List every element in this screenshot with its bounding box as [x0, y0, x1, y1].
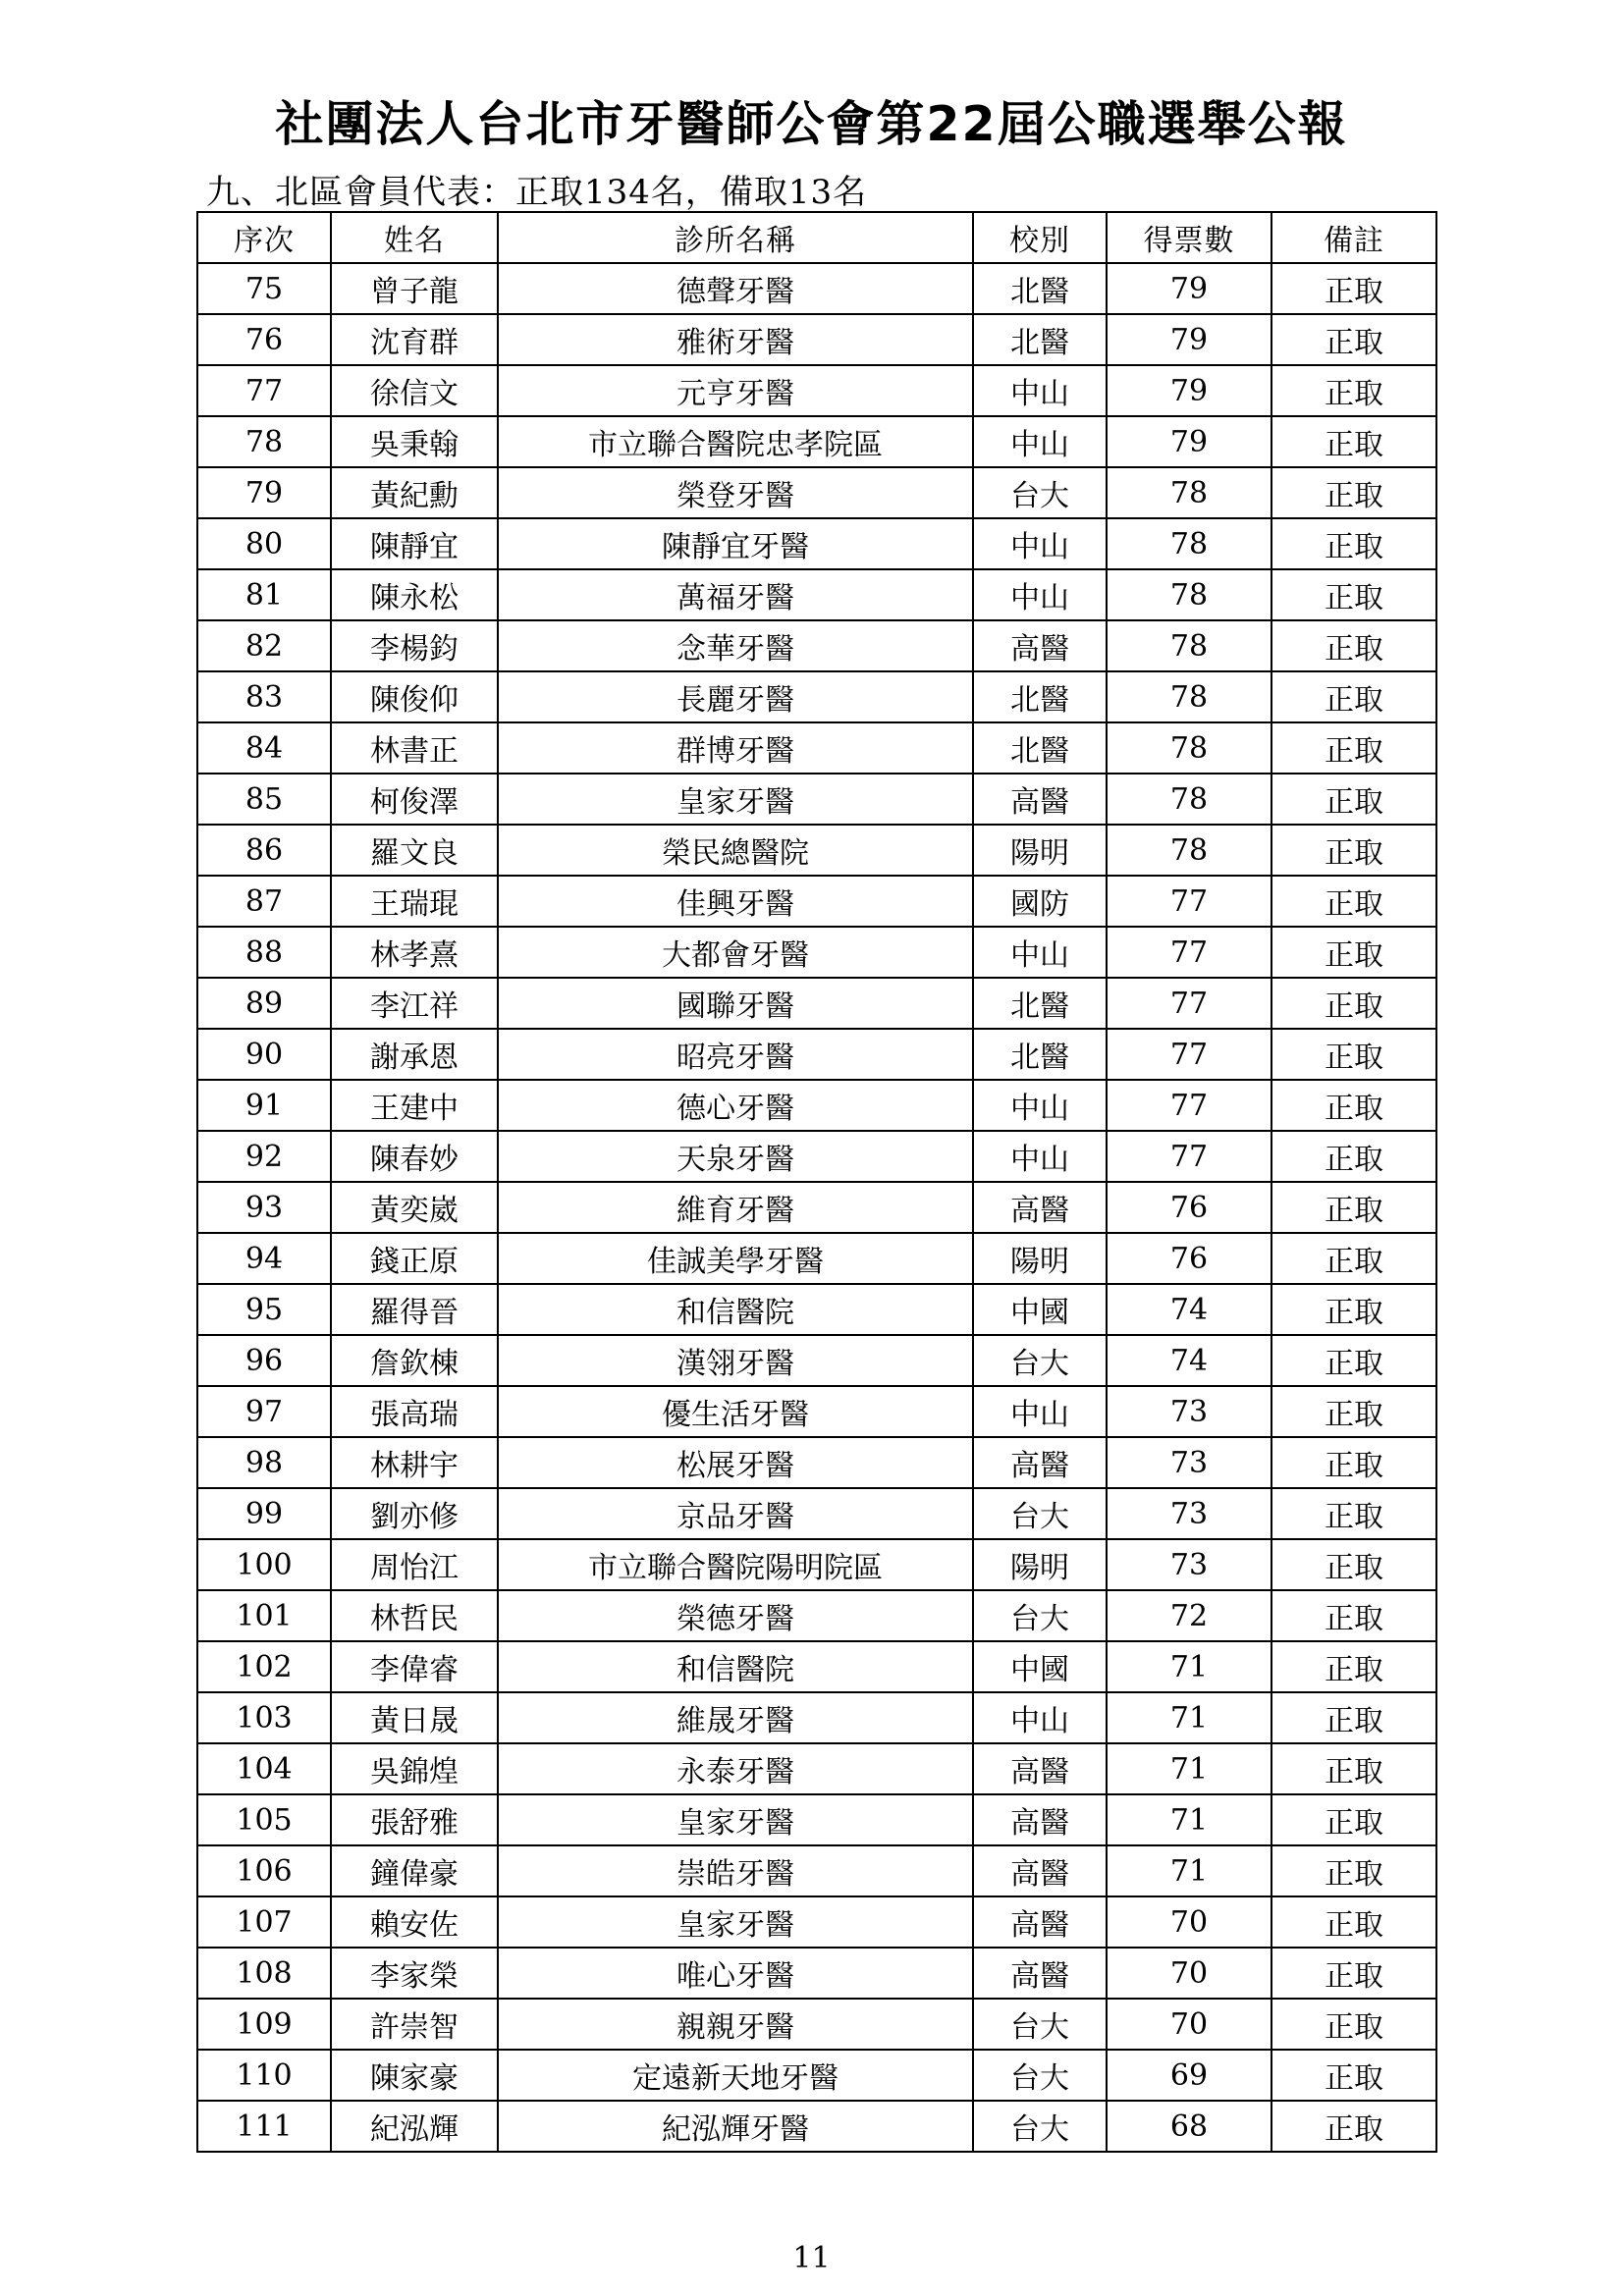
- rank-cell: 101: [197, 1590, 331, 1641]
- header-clinic: 診所名稱: [498, 212, 973, 263]
- table-row: [197, 978, 1436, 1029]
- votes-cell: 77: [1107, 1029, 1271, 1080]
- rank-cell: 78: [197, 416, 331, 467]
- votes-cell: 78: [1107, 671, 1271, 722]
- remark-cell: 正取: [1271, 2101, 1436, 2152]
- votes-cell: 71: [1107, 1743, 1271, 1794]
- name-cell: 鐘偉豪: [331, 1845, 498, 1896]
- school-cell: 高醫: [973, 1896, 1107, 1948]
- remark-cell: 正取: [1271, 620, 1436, 671]
- clinic-cell: 和信醫院: [498, 1641, 973, 1692]
- school-cell: 北醫: [973, 671, 1107, 722]
- rank-cell: 85: [197, 774, 331, 825]
- votes-cell: 70: [1107, 1896, 1271, 1948]
- votes-cell: 78: [1107, 825, 1271, 876]
- school-cell: 陽明: [973, 1233, 1107, 1284]
- remark-cell: 正取: [1271, 825, 1436, 876]
- table-row: [197, 671, 1436, 722]
- votes-cell: 74: [1107, 1284, 1271, 1335]
- school-cell: 北醫: [973, 722, 1107, 774]
- name-cell: 李楊鈞: [331, 620, 498, 671]
- clinic-cell: 親親牙醫: [498, 1999, 973, 2050]
- clinic-cell: 大都會牙醫: [498, 927, 973, 978]
- votes-cell: 78: [1107, 774, 1271, 825]
- votes-cell: 79: [1107, 416, 1271, 467]
- clinic-cell: 榮登牙醫: [498, 467, 973, 518]
- school-cell: 陽明: [973, 825, 1107, 876]
- clinic-cell: 雅術牙醫: [498, 314, 973, 365]
- table-row: [197, 569, 1436, 620]
- clinic-cell: 漢翎牙醫: [498, 1335, 973, 1386]
- school-cell: 中山: [973, 569, 1107, 620]
- school-cell: 中國: [973, 1284, 1107, 1335]
- remark-cell: 正取: [1271, 1386, 1436, 1437]
- rank-cell: 104: [197, 1743, 331, 1794]
- school-cell: 台大: [973, 1488, 1107, 1539]
- page-number: 11: [792, 2241, 831, 2275]
- school-cell: 中山: [973, 1080, 1107, 1131]
- clinic-cell: 和信醫院: [498, 1284, 973, 1335]
- rank-cell: 86: [197, 825, 331, 876]
- rank-cell: 96: [197, 1335, 331, 1386]
- name-cell: 林孝熹: [331, 927, 498, 978]
- table-row: [197, 722, 1436, 774]
- school-cell: 中山: [973, 365, 1107, 416]
- remark-cell: 正取: [1271, 314, 1436, 365]
- clinic-cell: 榮民總醫院: [498, 825, 973, 876]
- rank-cell: 75: [197, 263, 331, 314]
- votes-cell: 78: [1107, 620, 1271, 671]
- remark-cell: 正取: [1271, 263, 1436, 314]
- rank-cell: 93: [197, 1182, 331, 1233]
- votes-cell: 77: [1107, 1131, 1271, 1182]
- remark-cell: 正取: [1271, 1641, 1436, 1692]
- remark-cell: 正取: [1271, 365, 1436, 416]
- name-cell: 吳秉翰: [331, 416, 498, 467]
- name-cell: 曾子龍: [331, 263, 498, 314]
- name-cell: 徐信文: [331, 365, 498, 416]
- votes-cell: 74: [1107, 1335, 1271, 1386]
- school-cell: 中山: [973, 1386, 1107, 1437]
- clinic-cell: 長麗牙醫: [498, 671, 973, 722]
- name-cell: 賴安佐: [331, 1896, 498, 1948]
- name-cell: 林書正: [331, 722, 498, 774]
- name-cell: 陳家豪: [331, 2050, 498, 2101]
- remark-cell: 正取: [1271, 978, 1436, 1029]
- table-row: [197, 518, 1436, 569]
- votes-cell: 71: [1107, 1845, 1271, 1896]
- remark-cell: 正取: [1271, 1590, 1436, 1641]
- table-row: [197, 467, 1436, 518]
- table-row: [197, 1284, 1436, 1335]
- remark-cell: 正取: [1271, 1131, 1436, 1182]
- rank-cell: 100: [197, 1539, 331, 1590]
- school-cell: 中國: [973, 1641, 1107, 1692]
- rank-cell: 110: [197, 2050, 331, 2101]
- table-row: [197, 2050, 1436, 2101]
- name-cell: 劉亦修: [331, 1488, 498, 1539]
- school-cell: 中山: [973, 1692, 1107, 1743]
- school-cell: 高醫: [973, 1743, 1107, 1794]
- name-cell: 黃日晟: [331, 1692, 498, 1743]
- clinic-cell: 定遠新天地牙醫: [498, 2050, 973, 2101]
- name-cell: 詹欽棟: [331, 1335, 498, 1386]
- remark-cell: 正取: [1271, 1999, 1436, 2050]
- name-cell: 李家榮: [331, 1948, 498, 1999]
- table-row: [197, 927, 1436, 978]
- remark-cell: 正取: [1271, 569, 1436, 620]
- clinic-cell: 德心牙醫: [498, 1080, 973, 1131]
- remark-cell: 正取: [1271, 1743, 1436, 1794]
- votes-cell: 71: [1107, 1641, 1271, 1692]
- table-row: [197, 876, 1436, 927]
- remark-cell: 正取: [1271, 1284, 1436, 1335]
- section-heading: 九、北區會員代表：正取134名，備取13名: [206, 173, 868, 212]
- table-row: [197, 1948, 1436, 1999]
- school-cell: 台大: [973, 1590, 1107, 1641]
- clinic-cell: 維晟牙醫: [498, 1692, 973, 1743]
- remark-cell: 正取: [1271, 1029, 1436, 1080]
- table-row: [197, 365, 1436, 416]
- votes-cell: 73: [1107, 1437, 1271, 1488]
- header-rank: 序次: [197, 212, 331, 263]
- remark-cell: 正取: [1271, 774, 1436, 825]
- clinic-cell: 佳誠美學牙醫: [498, 1233, 973, 1284]
- school-cell: 北醫: [973, 1029, 1107, 1080]
- clinic-cell: 永泰牙醫: [498, 1743, 973, 1794]
- header-name: 姓名: [331, 212, 498, 263]
- name-cell: 黃奕崴: [331, 1182, 498, 1233]
- clinic-cell: 維育牙醫: [498, 1182, 973, 1233]
- votes-cell: 78: [1107, 518, 1271, 569]
- clinic-cell: 元亨牙醫: [498, 365, 973, 416]
- rank-cell: 108: [197, 1948, 331, 1999]
- rank-cell: 98: [197, 1437, 331, 1488]
- remark-cell: 正取: [1271, 518, 1436, 569]
- rank-cell: 77: [197, 365, 331, 416]
- page-title: 社團法人台北市牙醫師公會第22屆公職選舉公報: [275, 96, 1348, 152]
- votes-cell: 77: [1107, 876, 1271, 927]
- clinic-cell: 陳靜宜牙醫: [498, 518, 973, 569]
- votes-cell: 73: [1107, 1539, 1271, 1590]
- remark-cell: 正取: [1271, 1539, 1436, 1590]
- votes-cell: 73: [1107, 1386, 1271, 1437]
- remark-cell: 正取: [1271, 1080, 1436, 1131]
- clinic-cell: 松展牙醫: [498, 1437, 973, 1488]
- clinic-cell: 紀泓輝牙醫: [498, 2101, 973, 2152]
- remark-cell: 正取: [1271, 1896, 1436, 1948]
- remark-cell: 正取: [1271, 1692, 1436, 1743]
- school-cell: 中山: [973, 416, 1107, 467]
- school-cell: 高醫: [973, 620, 1107, 671]
- rank-cell: 83: [197, 671, 331, 722]
- school-cell: 高醫: [973, 1845, 1107, 1896]
- school-cell: 高醫: [973, 1182, 1107, 1233]
- table-row: [197, 1080, 1436, 1131]
- clinic-cell: 國聯牙醫: [498, 978, 973, 1029]
- school-cell: 北醫: [973, 314, 1107, 365]
- rank-cell: 99: [197, 1488, 331, 1539]
- rank-cell: 84: [197, 722, 331, 774]
- name-cell: 李偉睿: [331, 1641, 498, 1692]
- remark-cell: 正取: [1271, 927, 1436, 978]
- table-row: [197, 1692, 1436, 1743]
- table-row: [197, 1335, 1436, 1386]
- school-cell: 台大: [973, 1335, 1107, 1386]
- rank-cell: 94: [197, 1233, 331, 1284]
- clinic-cell: 皇家牙醫: [498, 774, 973, 825]
- remark-cell: 正取: [1271, 1488, 1436, 1539]
- rank-cell: 79: [197, 467, 331, 518]
- header-school: 校別: [973, 212, 1107, 263]
- clinic-cell: 天泉牙醫: [498, 1131, 973, 1182]
- rank-cell: 95: [197, 1284, 331, 1335]
- remark-cell: 正取: [1271, 1948, 1436, 1999]
- name-cell: 張高瑞: [331, 1386, 498, 1437]
- clinic-cell: 市立聯合醫院忠孝院區: [498, 416, 973, 467]
- clinic-cell: 昭亮牙醫: [498, 1029, 973, 1080]
- remark-cell: 正取: [1271, 2050, 1436, 2101]
- votes-cell: 78: [1107, 722, 1271, 774]
- votes-cell: 72: [1107, 1590, 1271, 1641]
- table-row: [197, 1437, 1436, 1488]
- votes-cell: 77: [1107, 927, 1271, 978]
- rank-cell: 91: [197, 1080, 331, 1131]
- header-votes: 得票數: [1107, 212, 1271, 263]
- school-cell: 陽明: [973, 1539, 1107, 1590]
- rank-cell: 89: [197, 978, 331, 1029]
- clinic-cell: 德聲牙醫: [498, 263, 973, 314]
- rank-cell: 87: [197, 876, 331, 927]
- name-cell: 王建中: [331, 1080, 498, 1131]
- clinic-cell: 優生活牙醫: [498, 1386, 973, 1437]
- votes-cell: 70: [1107, 1948, 1271, 1999]
- name-cell: 陳俊仰: [331, 671, 498, 722]
- rank-cell: 105: [197, 1794, 331, 1845]
- table-row: [197, 263, 1436, 314]
- name-cell: 陳春妙: [331, 1131, 498, 1182]
- rank-cell: 90: [197, 1029, 331, 1080]
- table-row: [197, 2101, 1436, 2152]
- remark-cell: 正取: [1271, 1794, 1436, 1845]
- votes-cell: 76: [1107, 1233, 1271, 1284]
- table-row: [197, 1539, 1436, 1590]
- votes-cell: 68: [1107, 2101, 1271, 2152]
- school-cell: 台大: [973, 2101, 1107, 2152]
- votes-cell: 77: [1107, 1080, 1271, 1131]
- remark-cell: 正取: [1271, 1233, 1436, 1284]
- name-cell: 羅得晉: [331, 1284, 498, 1335]
- rank-cell: 97: [197, 1386, 331, 1437]
- remark-cell: 正取: [1271, 722, 1436, 774]
- election-results-table: [196, 211, 1437, 2153]
- clinic-cell: 皇家牙醫: [498, 1794, 973, 1845]
- name-cell: 沈育群: [331, 314, 498, 365]
- name-cell: 陳靜宜: [331, 518, 498, 569]
- rank-cell: 106: [197, 1845, 331, 1896]
- table-row: [197, 1999, 1436, 2050]
- votes-cell: 69: [1107, 2050, 1271, 2101]
- remark-cell: 正取: [1271, 1335, 1436, 1386]
- votes-cell: 76: [1107, 1182, 1271, 1233]
- votes-cell: 73: [1107, 1488, 1271, 1539]
- clinic-cell: 榮德牙醫: [498, 1590, 973, 1641]
- table-row: [197, 1641, 1436, 1692]
- rank-cell: 81: [197, 569, 331, 620]
- name-cell: 林耕宇: [331, 1437, 498, 1488]
- rank-cell: 88: [197, 927, 331, 978]
- school-cell: 高醫: [973, 1437, 1107, 1488]
- name-cell: 張舒雅: [331, 1794, 498, 1845]
- table-row: [197, 1896, 1436, 1948]
- name-cell: 林哲民: [331, 1590, 498, 1641]
- table-row: [197, 825, 1436, 876]
- table-row: [197, 1743, 1436, 1794]
- remark-cell: 正取: [1271, 416, 1436, 467]
- rank-cell: 92: [197, 1131, 331, 1182]
- name-cell: 吳錦煌: [331, 1743, 498, 1794]
- school-cell: 台大: [973, 1999, 1107, 2050]
- school-cell: 台大: [973, 467, 1107, 518]
- clinic-cell: 群博牙醫: [498, 722, 973, 774]
- remark-cell: 正取: [1271, 1845, 1436, 1896]
- rank-cell: 102: [197, 1641, 331, 1692]
- votes-cell: 70: [1107, 1999, 1271, 2050]
- remark-cell: 正取: [1271, 1182, 1436, 1233]
- votes-cell: 71: [1107, 1692, 1271, 1743]
- clinic-cell: 唯心牙醫: [498, 1948, 973, 1999]
- clinic-cell: 念華牙醫: [498, 620, 973, 671]
- table-header-row: [197, 212, 1436, 263]
- rank-cell: 103: [197, 1692, 331, 1743]
- table-body: [197, 263, 1436, 2152]
- clinic-cell: 皇家牙醫: [498, 1896, 973, 1948]
- name-cell: 謝承恩: [331, 1029, 498, 1080]
- table-row: [197, 1590, 1436, 1641]
- votes-cell: 71: [1107, 1794, 1271, 1845]
- table-row: [197, 1233, 1436, 1284]
- name-cell: 錢正原: [331, 1233, 498, 1284]
- school-cell: 中山: [973, 927, 1107, 978]
- name-cell: 李江祥: [331, 978, 498, 1029]
- remark-cell: 正取: [1271, 671, 1436, 722]
- rank-cell: 82: [197, 620, 331, 671]
- school-cell: 高醫: [973, 774, 1107, 825]
- clinic-cell: 京品牙醫: [498, 1488, 973, 1539]
- rank-cell: 80: [197, 518, 331, 569]
- rank-cell: 109: [197, 1999, 331, 2050]
- table-row: [197, 314, 1436, 365]
- school-cell: 北醫: [973, 978, 1107, 1029]
- school-cell: 北醫: [973, 263, 1107, 314]
- table-row: [197, 1794, 1436, 1845]
- remark-cell: 正取: [1271, 467, 1436, 518]
- table-row: [197, 620, 1436, 671]
- school-cell: 中山: [973, 518, 1107, 569]
- table-row: [197, 1488, 1436, 1539]
- remark-cell: 正取: [1271, 1437, 1436, 1488]
- name-cell: 周怡江: [331, 1539, 498, 1590]
- rank-cell: 111: [197, 2101, 331, 2152]
- name-cell: 羅文良: [331, 825, 498, 876]
- header-remark: 備註: [1271, 212, 1436, 263]
- name-cell: 紀泓輝: [331, 2101, 498, 2152]
- table-row: [197, 1386, 1436, 1437]
- clinic-cell: 市立聯合醫院陽明院區: [498, 1539, 973, 1590]
- votes-cell: 78: [1107, 467, 1271, 518]
- rank-cell: 76: [197, 314, 331, 365]
- votes-cell: 79: [1107, 365, 1271, 416]
- remark-cell: 正取: [1271, 876, 1436, 927]
- clinic-cell: 佳興牙醫: [498, 876, 973, 927]
- school-cell: 高醫: [973, 1948, 1107, 1999]
- name-cell: 黃紀勳: [331, 467, 498, 518]
- school-cell: 台大: [973, 2050, 1107, 2101]
- school-cell: 國防: [973, 876, 1107, 927]
- votes-cell: 79: [1107, 314, 1271, 365]
- votes-cell: 78: [1107, 569, 1271, 620]
- name-cell: 陳永松: [331, 569, 498, 620]
- table-row: [197, 416, 1436, 467]
- votes-cell: 77: [1107, 978, 1271, 1029]
- votes-cell: 79: [1107, 263, 1271, 314]
- rank-cell: 107: [197, 1896, 331, 1948]
- school-cell: 高醫: [973, 1794, 1107, 1845]
- table-row: [197, 1029, 1436, 1080]
- clinic-cell: 萬福牙醫: [498, 569, 973, 620]
- name-cell: 許崇智: [331, 1999, 498, 2050]
- school-cell: 中山: [973, 1131, 1107, 1182]
- clinic-cell: 崇皓牙醫: [498, 1845, 973, 1896]
- name-cell: 柯俊澤: [331, 774, 498, 825]
- table-row: [197, 1182, 1436, 1233]
- table-row: [197, 774, 1436, 825]
- table-row: [197, 1845, 1436, 1896]
- name-cell: 王瑞琨: [331, 876, 498, 927]
- table-row: [197, 1131, 1436, 1182]
